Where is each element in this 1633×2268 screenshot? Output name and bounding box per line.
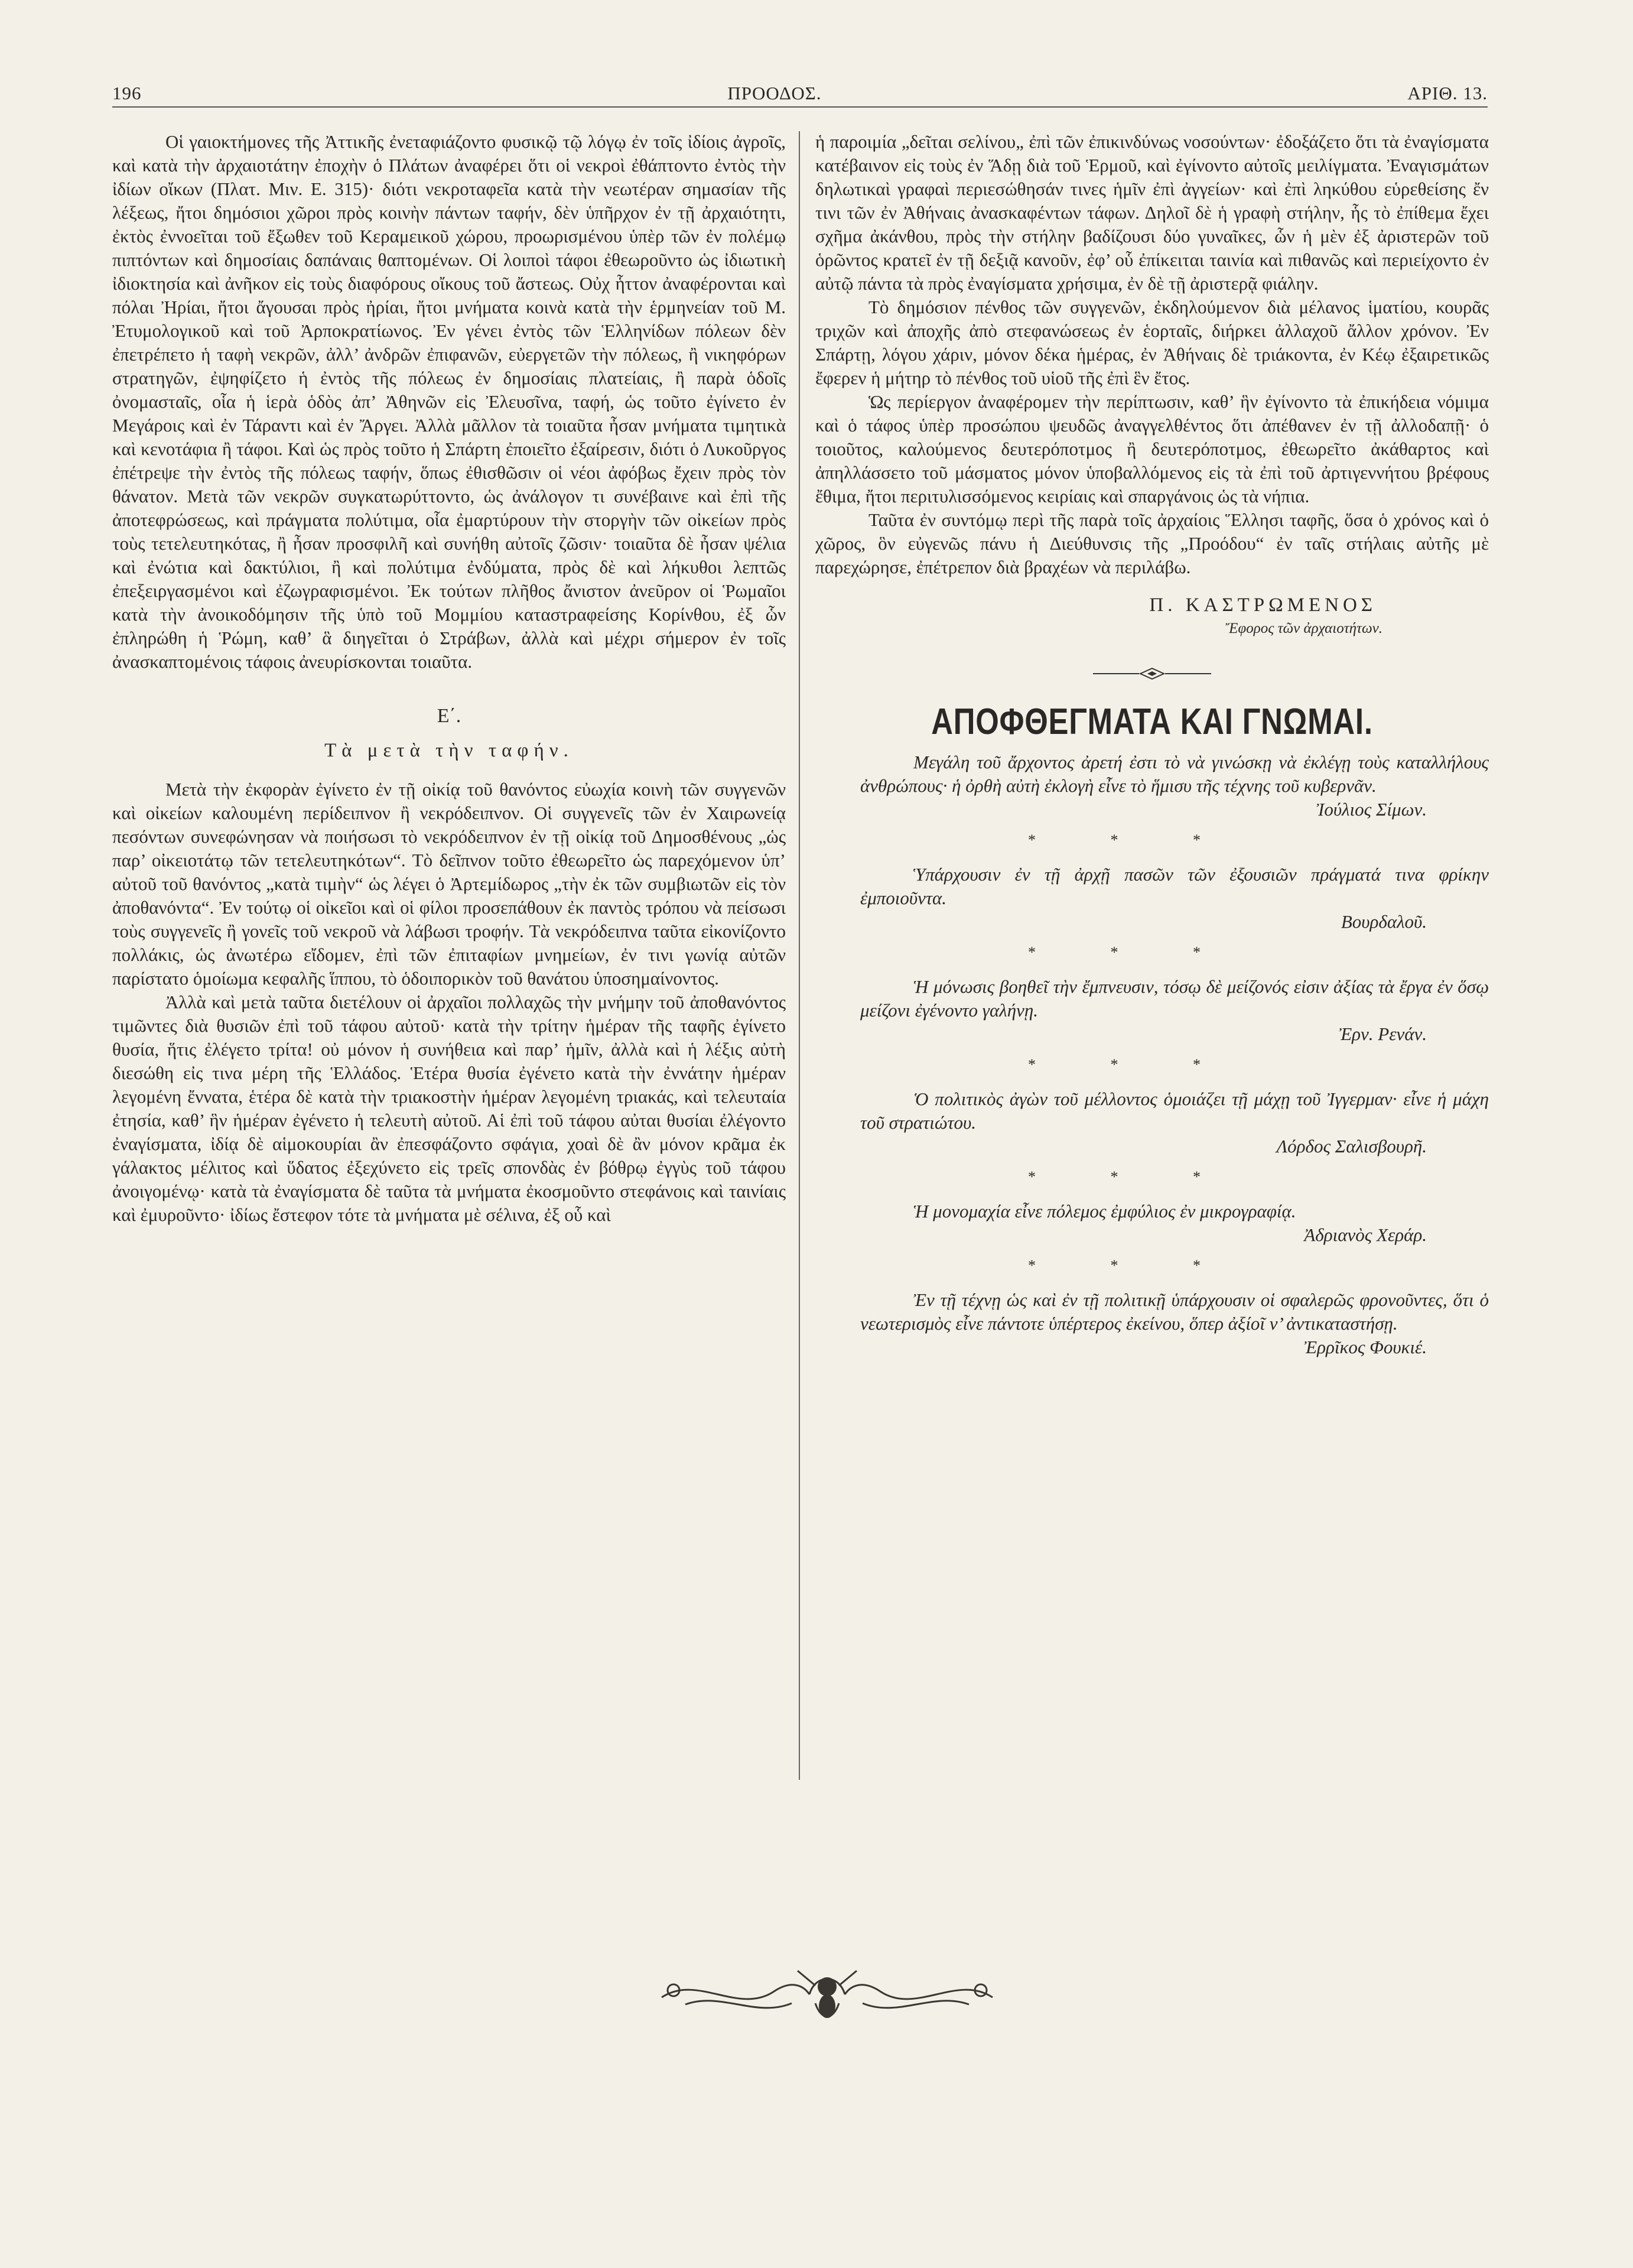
tailpiece-ornament-icon <box>638 1950 1016 2027</box>
quote-text: Ἐν τῇ τέχνῃ ὡς καὶ ἐν τῇ πολιτικῇ ὑπάρχουσιν οἱ σφαλερῶς φρονοῦντες, ὅτι ὁ νεωτερισμὸς εἶνε πάντοτε ὑπέρτερος ἐκείνου, ὅπερ ἀξίοῖ ν’ ἀντικαταστήσῃ. <box>860 1289 1489 1334</box>
stars-separator: * * * <box>1028 831 1236 849</box>
paragraph: Μετὰ τὴν ἐκφορὰν ἐγίνετο ἐν τῇ οἰκίᾳ τοῦ θανόντος εὐωχία κοινὴ τῶν συγγενῶν καὶ οἰκείων καλουμένη περίδειπνον ἢ νεκρόδειπνον. Οἱ συγγενεῖς τῶν ἐν Χαιρωνείᾳ πεσόντων συνεφώνησαν νὰ ποιήσωσι τὸ νεκρόδειπνον ἐν τῇ οἰκίᾳ τοῦ Δημοσθένους „ὡς παρ’ οἰκειοτάτῳ τῶν τετελευτηκότων“. Τὸ δεῖπνον τοῦτο ἐθεωρεῖτο ὡς παρεχόμενον ὑπ’ αὐτοῦ τοῦ θανόντος „κατὰ τιμὴν“ ὡς λέγει ὁ Ἀρτεμίδωρος „τὴν ἐκ τῶν συμβιωτῶν εἰς τὸν ἀποθανόντα“. Ἐν τούτῳ οἱ οἰκεῖοι καὶ οἱ φίλοι προσεπάθουν ἐκ παντὸς τρόπου νὰ πείσωσι τοὺς συγγενεῖς ἢ γονεῖς τοῦ νεκροῦ νὰ λάβωσι τροφήν. Τὰ νεκρόδειπνα ταῦτα εἰκονίζοντο πολλάκις, ὡς ἀνωτέρω εἴδομεν, ἐπὶ τῶν ἐπιταφίων μνημείων, ἐν τινι γωνίᾳ αὐτῶν παρίστατο ὁμοίωμα κεφαλῆς ἵππου, τὸ ὁδοιπορικὸν τοῦ θανάτου ὑποσημαίνοντος. <box>112 779 786 989</box>
header-rule <box>112 106 1488 108</box>
section-title: Τὰ μετὰ τὴν ταφήν. <box>324 740 574 761</box>
author-signature: Π. ΚΑΣΤΡΩΜΕΝΟΣ <box>1149 594 1377 616</box>
quote-text: Ὑπάρχουσιν ἐν τῇ ἀρχῇ πασῶν τῶν ἐξουσιῶν πράγματά τινα φρίκην ἐμποιοῦντα. <box>860 864 1489 908</box>
quote-author: Ἐρρῖκος Φουκιέ. <box>1304 1337 1427 1357</box>
page-number: 196 <box>112 83 142 103</box>
paragraph: ἡ παροιμία „δεῖται σελίνου„ ἐπὶ τῶν ἐπικινδύνως νοσούντων· ἐδοξάζετο ὅτι τὰ ἐναγίσματα κατέβαινον εἰς τοὺς ἐν Ἅδῃ διὰ τοῦ Ἑρμοῦ, καὶ ἐγίνοντο αὐτοῖς μειλίγματα. Ἐναγισμάτων δηλωτικαὶ γραφαὶ περιεσώθησάν τινες ἡμῖν ἐπὶ ἀγγείων· καὶ ἐπὶ ληκύθου εὑρεθείσης ἔν τινι τῶν ἐν Ἀθήναις ἀνασκαφέντων τάφων. Δηλοῖ δὲ ἡ γραφὴ στήλην, ἧς τὸ ἐπίθεμα ἔχει σχῆμα ἀκάνθου, πρὸς τὴν στήλην βαδίζουσι δύο γυναῖκες, ὧν ἡ μὲν ἐξ ἀριστερῶν τοῦ ὁρῶντος κρατεῖ ἐν τῇ δεξιᾷ κανοῦν, ἐφ’ οὗ ἐπίκειται ταινία καὶ πιθανῶς καὶ περιείχοντο ἐν αὐτῷ πάντα τὰ πρὸς ἐναγίσματα χρήσιμα, ἐν δὲ τῇ ἀριστερᾷ φιάλην. <box>815 131 1489 294</box>
quote-author: Ἰούλιος Σίμων. <box>1316 799 1427 820</box>
sayings-heading: ΑΠΟΦΘΕΓΜΑΤΑ ΚΑΙ ΓΝΩΜΑΙ. <box>931 701 1373 742</box>
section-divider <box>815 667 1489 681</box>
paragraph: Ταῦτα ἐν συντόμῳ περὶ τῆς παρὰ τοῖς ἀρχαίοις Ἕλλησι ταφῆς, ὅσα ὁ χρόνος καὶ ὁ χῶρος, ὃν εὐγενῶς πάνυ ἡ Διεύθυνσις τῆς „Προόδου“ ἐν ταῖς στήλαις αὐτῆς μὲ παρεχώρησε, ἐπέτρεπον διὰ βραχέων νὰ περιλάβω. <box>815 509 1489 577</box>
stars-separator: * * * <box>1028 1257 1236 1274</box>
stars-separator: * * * <box>1028 1168 1236 1185</box>
column-divider <box>799 131 800 1780</box>
quote-author: Ἀδριανὸς Χεράρ. <box>1304 1224 1427 1245</box>
page-header <box>112 66 1488 104</box>
quote-text: Ἡ μονομαχία εἶνε πόλεμος ἐμφύλιος ἐν μικρογραφίᾳ. <box>913 1201 1296 1221</box>
left-column <box>112 130 786 1227</box>
section-number: Ε΄. <box>437 705 461 727</box>
quote-text: Ἡ μόνωσις βοηθεῖ τὴν ἔμπνευσιν, τόσῳ δὲ μείζονός εἰσιν ἀξίας τὰ ἔργα ἐν ὅσῳ μείζονι ἐγένοντο γαλήνῃ. <box>860 976 1489 1021</box>
stars-separator: * * * <box>1028 944 1236 961</box>
author-title: Ἔφορος τῶν ἀρχαιοτήτων. <box>1225 620 1382 636</box>
paragraph: Οἱ γαιοκτήμονες τῆς Ἀττικῆς ἐνεταφιάζοντο φυσικῷ τῷ λόγῳ ἐν τοῖς ἰδίοις ἀγροῖς, καὶ κατὰ τὴν ἀρχαιοτάτην ἐποχὴν ὁ Πλάτων ἀναφέρει ὅτι οἱ νεκροὶ ἐθάπτοντο ἐντὸς τὴν ἰδίων οἴκων (Πλατ. Μιν. Ε. 315)· διότι νεκροταφεῖα κατὰ τὴν νεωτέραν σημασίαν τῆς λέξεως, ἤτοι δημόσιοι χῶροι πρὸς κοινὴν πάντων ταφήν, δὲν ὑπῆρχον ἐν τῇ ἀρχαιότητι, ἐκτὸς ἐννοεῖται τοῦ ἔξωθεν τοῦ Κεραμεικοῦ χώρου, προωρισμένου ὑπὲρ τῶν ἐν πολέμῳ πιπτόντων καὶ δημοσίαις δαπάναις θαπτομένων. Οἱ λοιποὶ τάφοι ἐθεωροῦντο ὡς ἰδιωτικὴ ἰδιοκτησία καὶ ἀνῆκον εἰς τοὺς διαφόρους οἴκους τοῦ ἄστεως. Οὐχ ἧττον ἀναφέρονται καὶ πόλαι Ἠρίαι, ἤτοι ἄγουσαι πρὸς ἠρίαι, ἤτοι μνήματα κοινὰ κατὰ τὴν ἑρμηνείαν τοῦ Μ. Ἐτυμολογικοῦ καὶ τοῦ Ἀρποκρατίωνος. Ἐν γένει ἐντὸς τῶν Ἑλληνίδων πόλεων δὲν ἐπετρέπετο ἡ ταφὴ νεκρῶν, ἀλλ’ ἀνδρῶν ἐπιφανῶν, εὐεργετῶν τὴν πόλεως, ἢ νικηφόρων στρατηγῶν, ἐψηφίζετο ἡ ἐντὸς τῆς πόλεως ἐν δημοσίαις πλατείαις, ἢ παρὰ ὁδοῖς ὀνομασταῖς, οἷα ἡ ἱερὰ ὁδὸς ἀπ’ Ἀθηνῶν εἰς Ἐλευσῖνα, ταφή, ὡς τοῦτο ἐγίνετο ἐν Μεγάροις καὶ ἐν Τάραντι καὶ ἐν Ἄργει. Ἀλλὰ μᾶλλον τὰ τοιαῦτα ἦσαν μνήματα τιμητικὰ καὶ κενοτάφια ἢ τάφοι. Καὶ ὡς πρὸς τοῦτο ἡ Σπάρτη ἐποιεῖτο ἐξαίρεσιν, διότι ὁ Λυκοῦργος ἐπέτρεψε τὴν ἐντὸς τῆς πόλεως ταφήν, ὅπως ἐθισθῶσιν οἱ νέοι ἀφόβως ἔχειν πρὸς τὸν θάνατον. Μετὰ τῶν νεκρῶν συγκατωρύττοντο, ὡς ἀνάλογον τι συνέβαινε καὶ ἐπὶ τῆς ἀποτεφρώσεως, καὶ πράγματα πολύτιμα, οἷα ἐμαρτύρουν τὴν στοργὴν τῶν οἰκείων πρὸς τοὺς τετελευτηκότας, ἢ ἦσαν προσφιλῆ καὶ συνήθη αὐτοῖς ζῶσιν· τοιαῦτα δὲ ἦσαν ψέλια καὶ ἐνώτια καὶ δακτύλιοι, ἢ καὶ πολύτιμα ἐνδύματα, πρὸς δὲ καὶ λήκυθοι λεπτῶς ἐπεξειργασμένοι καὶ ἐζωγραφισμένοι. Ἐκ τούτων πλῆθος ἄνιστον ἀνεῦρον οἱ Ῥωμαῖοι κατὰ τὴν ἀνοικοδόμησιν τῆς ὑπὸ τοῦ Μομμίου καταστραφείσης Κορίνθου, ἐξ ὧν ἐπληρώθη ἡ Ῥώμη, καθ’ ἃ διηγεῖται ὁ Στράβων, ἀλλὰ καὶ μέχρι σήμερον ἐν τοῖς ἀνασκαπτομένοις τάφοις ἀνευρίσκονται τοιαῦτα. <box>112 131 786 672</box>
paragraph: Ὡς περίεργον ἀναφέρομεν τὴν περίπτωσιν, καθ’ ἣν ἐγίνοντο τὰ ἐπικήδεια νόμιμα καὶ ὁ τάφος ὑπὲρ προσώπου ψευδῶς ἀναγγελθέντος ὅτι ἀπέθανεν ἐν τῇ ἀλλοδαπῇ· ὁ τοιοῦτος, καλούμενος δευτερόποτμος ἢ δευτερόποτμος, ἐθεωρεῖτο ἀκάθαρτος καὶ ἀπηλλάσσετο τοῦ μάσματος μόνον ὑποβαλλόμενος εἰς τὰ ἐπὶ τοῦ ἀρτιγεννήτου βρέφους ἔθιμα, ἤτοι περιτυλισσόμενος κειρίαις καὶ σπαργάνοις ὡς τὰ νήπια. <box>815 391 1489 506</box>
quote-author: Βουρδαλοῦ. <box>1341 911 1427 932</box>
journal-title: ΠΡΟΟΔΟΣ. <box>727 83 822 103</box>
quote-text: Μεγάλη τοῦ ἄρχοντος ἀρετή ἐστι τὸ νὰ γινώσκῃ νὰ ἐκλέγῃ τοὺς καταλλήλους ἀνθρώπους· ἡ ὀρθὴ αὐτὴ ἐκλογὴ εἶνε τὸ ἥμισυ τῆς τέχνης τοῦ κυβερνᾶν. <box>860 752 1489 796</box>
stars-separator: * * * <box>1028 1056 1236 1073</box>
paragraph: Ἀλλὰ καὶ μετὰ ταῦτα διετέλουν οἱ ἀρχαῖοι πολλαχῶς τὴν μνήμην τοῦ ἀποθανόντος τιμῶντες διὰ θυσιῶν ἐπὶ τοῦ τάφου αὐτοῦ· κατὰ τὴν τρίτην ἡμέραν τῆς ταφῆς ἐγίνετο θυσία, ἥτις ἐλέγετο τρίτα! οὐ μόνον ἡ συνήθεια καὶ παρ’ ἡμῖν, ἀλλὰ καὶ ἡ λέξις αὐτὴ διεσώθη εἰς τινα μέρη τῆς Ἑλλάδος. Ἑτέρα θυσία ἐγένετο κατὰ τὴν ἐννάτην ἡμέραν λεγομένη ἔννατα, ἑτέρα δὲ κατὰ τὴν τριακοστὴν ἡμέραν λεγομένη τριακάς, καὶ τελευταία ἐτησία, καθ’ ἣν ἡμέραν ἐγένετο ἡ τελευτὴ αὐτοῦ. Αἱ ἐπὶ τοῦ τάφου αὐται θυσίαι ἐλέγοντο ἐναγίσματα, ἰδίᾳ δὲ αἱμοκουρίαι ἂν ἐπεσφάζοντο σφάγια, χοαὶ δὲ ἂν μόνον κρᾶμα ἐκ γάλακτος μέλιτος καὶ ὕδατος ἐξεχύνετο εἰς τρεῖς σπονδὰς ἐν βόθρῳ ἐγγὺς τοῦ τάφου ἀνοιγομένῳ· κατὰ τὰ ἐναγίσματα δὲ ταῦτα τὰ μνήματα ἐκοσμοῦντο στεφάνοις καὶ ταινίαις καὶ ἐμυροῦντο· ἰδίως ἔστεφον τότε τὰ μνήματα μὲ σέλινα, ἐξ οὗ καὶ <box>112 992 786 1225</box>
paragraph: Τὸ δημόσιον πένθος τῶν συγγενῶν, ἐκδηλούμενον διὰ μέλανος ἱματίου, κουρᾶς τριχῶν καὶ ἀποχῆς ἀπὸ στεφανώσεως ἐν ἑορταῖς, διήρκει ἀλλαχοῦ ἄλλον χρόνον. Ἐν Σπάρτῃ, λόγου χάριν, μόνον δέκα ἡμέρας, ἐν Ἀθήναις δὲ τριάκοντα, ἐν Κέῳ ἐξαιρετικῶς ἔφερεν ἡ μήτηρ τὸ πένθος τοῦ υἱοῦ τῆς ἐπὶ ἓν ἔτος. <box>815 297 1489 388</box>
quote-author: Ἐρν. Ρενάν. <box>1339 1023 1427 1044</box>
quote-author: Λόρδος Σαλισβουρῆ. <box>1276 1136 1427 1156</box>
right-column <box>815 130 1489 1359</box>
issue-number: ΑΡΙΘ. 13. <box>1407 83 1488 103</box>
divider-ornament-icon <box>1093 667 1211 681</box>
quote-text: Ὁ πολιτικὸς ἀγὼν τοῦ μέλλοντος ὁμοιάζει τῇ μάχῃ τοῦ Ἰγγερμαν· εἶνε ἡ μάχη τοῦ στρατιώτου. <box>860 1088 1489 1133</box>
